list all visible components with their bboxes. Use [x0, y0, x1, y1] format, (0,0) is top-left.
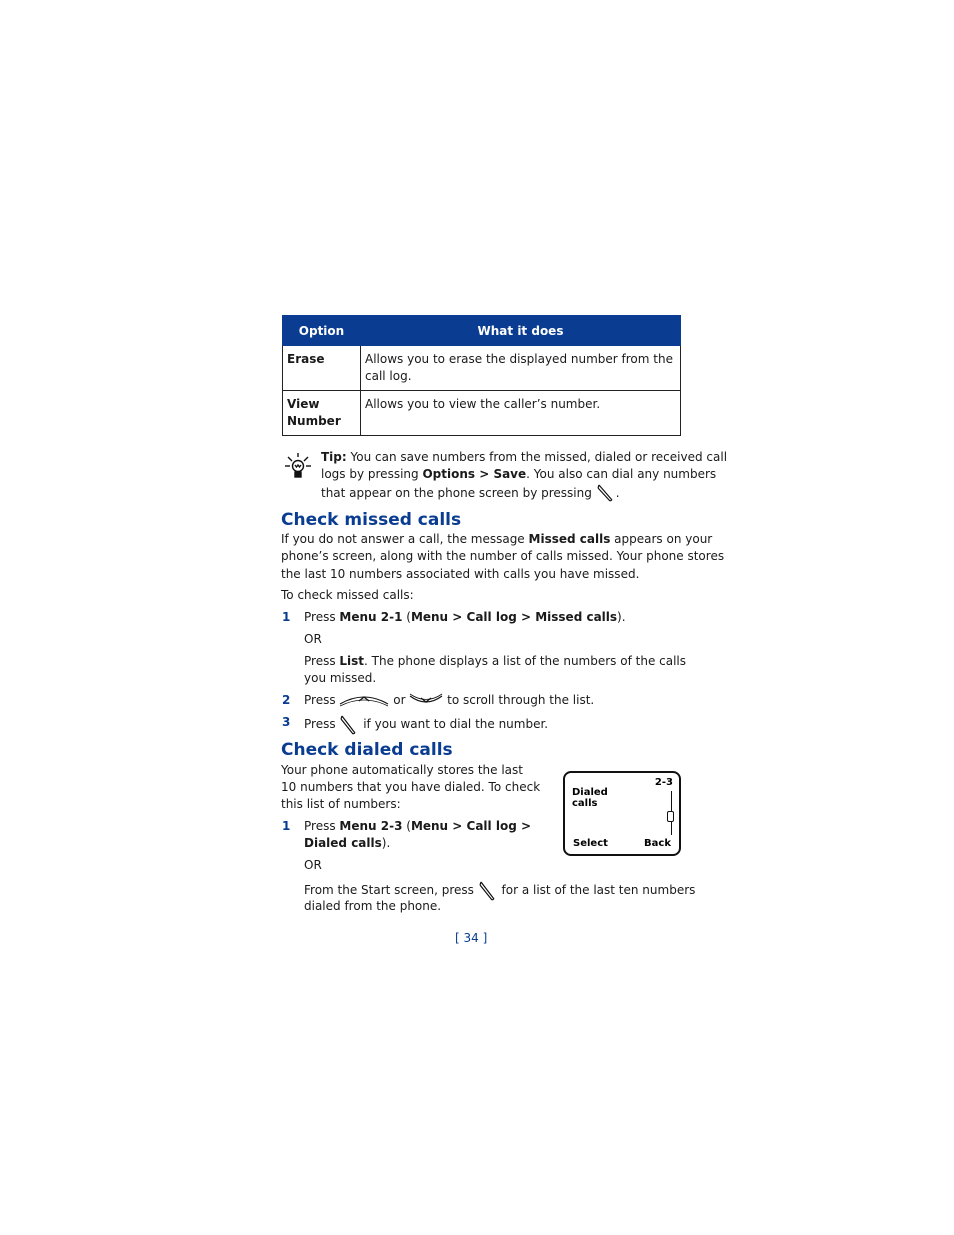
body-text: Press — [304, 819, 340, 833]
body-text: Press — [304, 654, 340, 668]
missed-intro: To check missed calls: — [281, 588, 414, 602]
missed-calls-label: Missed calls — [528, 532, 611, 546]
scroll-up-icon — [339, 692, 389, 708]
menu-label: Menu — [410, 819, 449, 833]
missed-step-3 — [304, 714, 548, 736]
body-text: ). — [381, 836, 391, 850]
dialed-paragraph-line: this list of numbers: — [281, 797, 401, 811]
body-text: or — [389, 693, 410, 707]
body-text: From the Start screen, press — [304, 883, 478, 897]
heading-check-dialed-calls: Check dialed calls — [281, 740, 453, 760]
dialed-calls-label: Dialed calls — [304, 836, 382, 850]
press-list-line: you missed. — [304, 671, 377, 685]
table-header-what-it-does: What it does — [361, 316, 681, 346]
body-text: to scroll through the list. — [443, 693, 595, 707]
menu-code: Menu 2-3 — [339, 819, 403, 833]
step-number: 1 — [282, 819, 291, 833]
body-text: ). — [617, 610, 626, 624]
send-key-icon — [478, 880, 498, 902]
separator: > — [448, 610, 467, 624]
tip-text: . — [615, 486, 620, 500]
option-cell — [283, 391, 361, 436]
page-number: [ 34 ] — [455, 931, 488, 945]
option-line: Number — [287, 414, 341, 428]
description-cell — [361, 391, 681, 436]
missed-paragraph-line: phone’s screen, along with the number of calls missed. Your phone stores — [281, 549, 725, 563]
tip-text: You can save numbers from the missed, dialed or received call — [346, 450, 728, 464]
description-cell — [361, 346, 681, 391]
description-line: call log. — [365, 369, 412, 383]
table-row — [283, 346, 681, 391]
table-row — [283, 391, 681, 436]
tip-line-2 — [321, 466, 716, 483]
separator: > — [516, 610, 536, 624]
tip-line-3 — [321, 483, 620, 503]
missed-paragraph-line — [281, 531, 712, 548]
menu-code: Menu 2-1 — [339, 610, 403, 624]
body-text: Press — [304, 693, 340, 707]
step-number: 2 — [282, 693, 291, 707]
description-line: Allows you to erase the displayed number from the — [365, 352, 673, 366]
heading-check-missed-calls: Check missed calls — [281, 510, 462, 530]
body-text: If you do not answer a call, the message — [281, 532, 529, 546]
menu-label: Menu — [410, 610, 449, 624]
screen-index: 2-3 — [654, 777, 673, 788]
scroll-down-icon — [409, 692, 443, 708]
lightbulb-icon — [284, 452, 314, 480]
call-log-label: Call log — [466, 819, 517, 833]
separator: > — [516, 819, 532, 833]
save-key-label: Save — [493, 467, 527, 481]
body-text: if you want to dial the number. — [359, 717, 549, 731]
send-key-icon — [339, 714, 359, 736]
tip-text: that appear on the phone screen by pressing — [321, 486, 596, 500]
options-key-label: Options — [422, 467, 476, 481]
body-text: Press — [304, 717, 340, 731]
missed-calls-label: Missed calls — [535, 610, 618, 624]
body-text: for a list of the last ten numbers — [497, 883, 696, 897]
tip-text: logs by pressing — [321, 467, 423, 481]
screen-title — [572, 787, 608, 809]
step-number: 3 — [282, 715, 291, 729]
body-text: Press — [304, 610, 340, 624]
screen-title-line: Dialed — [572, 787, 608, 798]
options-table — [282, 315, 681, 436]
missed-step-1 — [304, 609, 626, 626]
call-log-label: Call log — [466, 610, 517, 624]
softkey-select: Select — [573, 838, 608, 849]
dialed-step-1-cont — [304, 835, 390, 852]
separator: > — [475, 467, 494, 481]
list-key-label: List — [339, 654, 365, 668]
tip-text: . You also can dial any numbers — [526, 467, 717, 481]
separator: > — [448, 819, 467, 833]
scroll-thumb — [667, 811, 674, 822]
screen-title-line: calls — [572, 798, 598, 809]
dialed-paragraph-line: 10 numbers that you have dialed. To check — [281, 780, 541, 794]
phone-screen — [563, 771, 681, 856]
step-number: 1 — [282, 610, 291, 624]
dialed-paragraph-line: Your phone automatically stores the last — [281, 763, 523, 777]
send-key-icon — [596, 483, 616, 503]
tip-label: Tip: — [321, 450, 347, 464]
body-text: ( — [402, 819, 411, 833]
dialed-step-1 — [304, 818, 531, 835]
missed-step-2 — [304, 692, 594, 709]
softkey-back: Back — [644, 838, 671, 849]
tip-line-1 — [321, 449, 727, 466]
description-line: Allows you to view the caller’s number. — [365, 397, 601, 411]
or-text: OR — [304, 858, 322, 872]
missed-paragraph-line: the last 10 numbers associated with calls you have missed. — [281, 567, 640, 581]
start-screen-line: dialed from the phone. — [304, 899, 442, 913]
or-text: OR — [304, 632, 322, 646]
press-list-line — [304, 653, 686, 670]
option-cell: Erase — [283, 346, 361, 391]
body-text: . The phone displays a list of the numbers of the calls — [364, 654, 687, 668]
table-header-option: Option — [283, 316, 361, 346]
body-text: ( — [402, 610, 411, 624]
option-line: View — [287, 397, 320, 411]
body-text: appears on your — [610, 532, 713, 546]
